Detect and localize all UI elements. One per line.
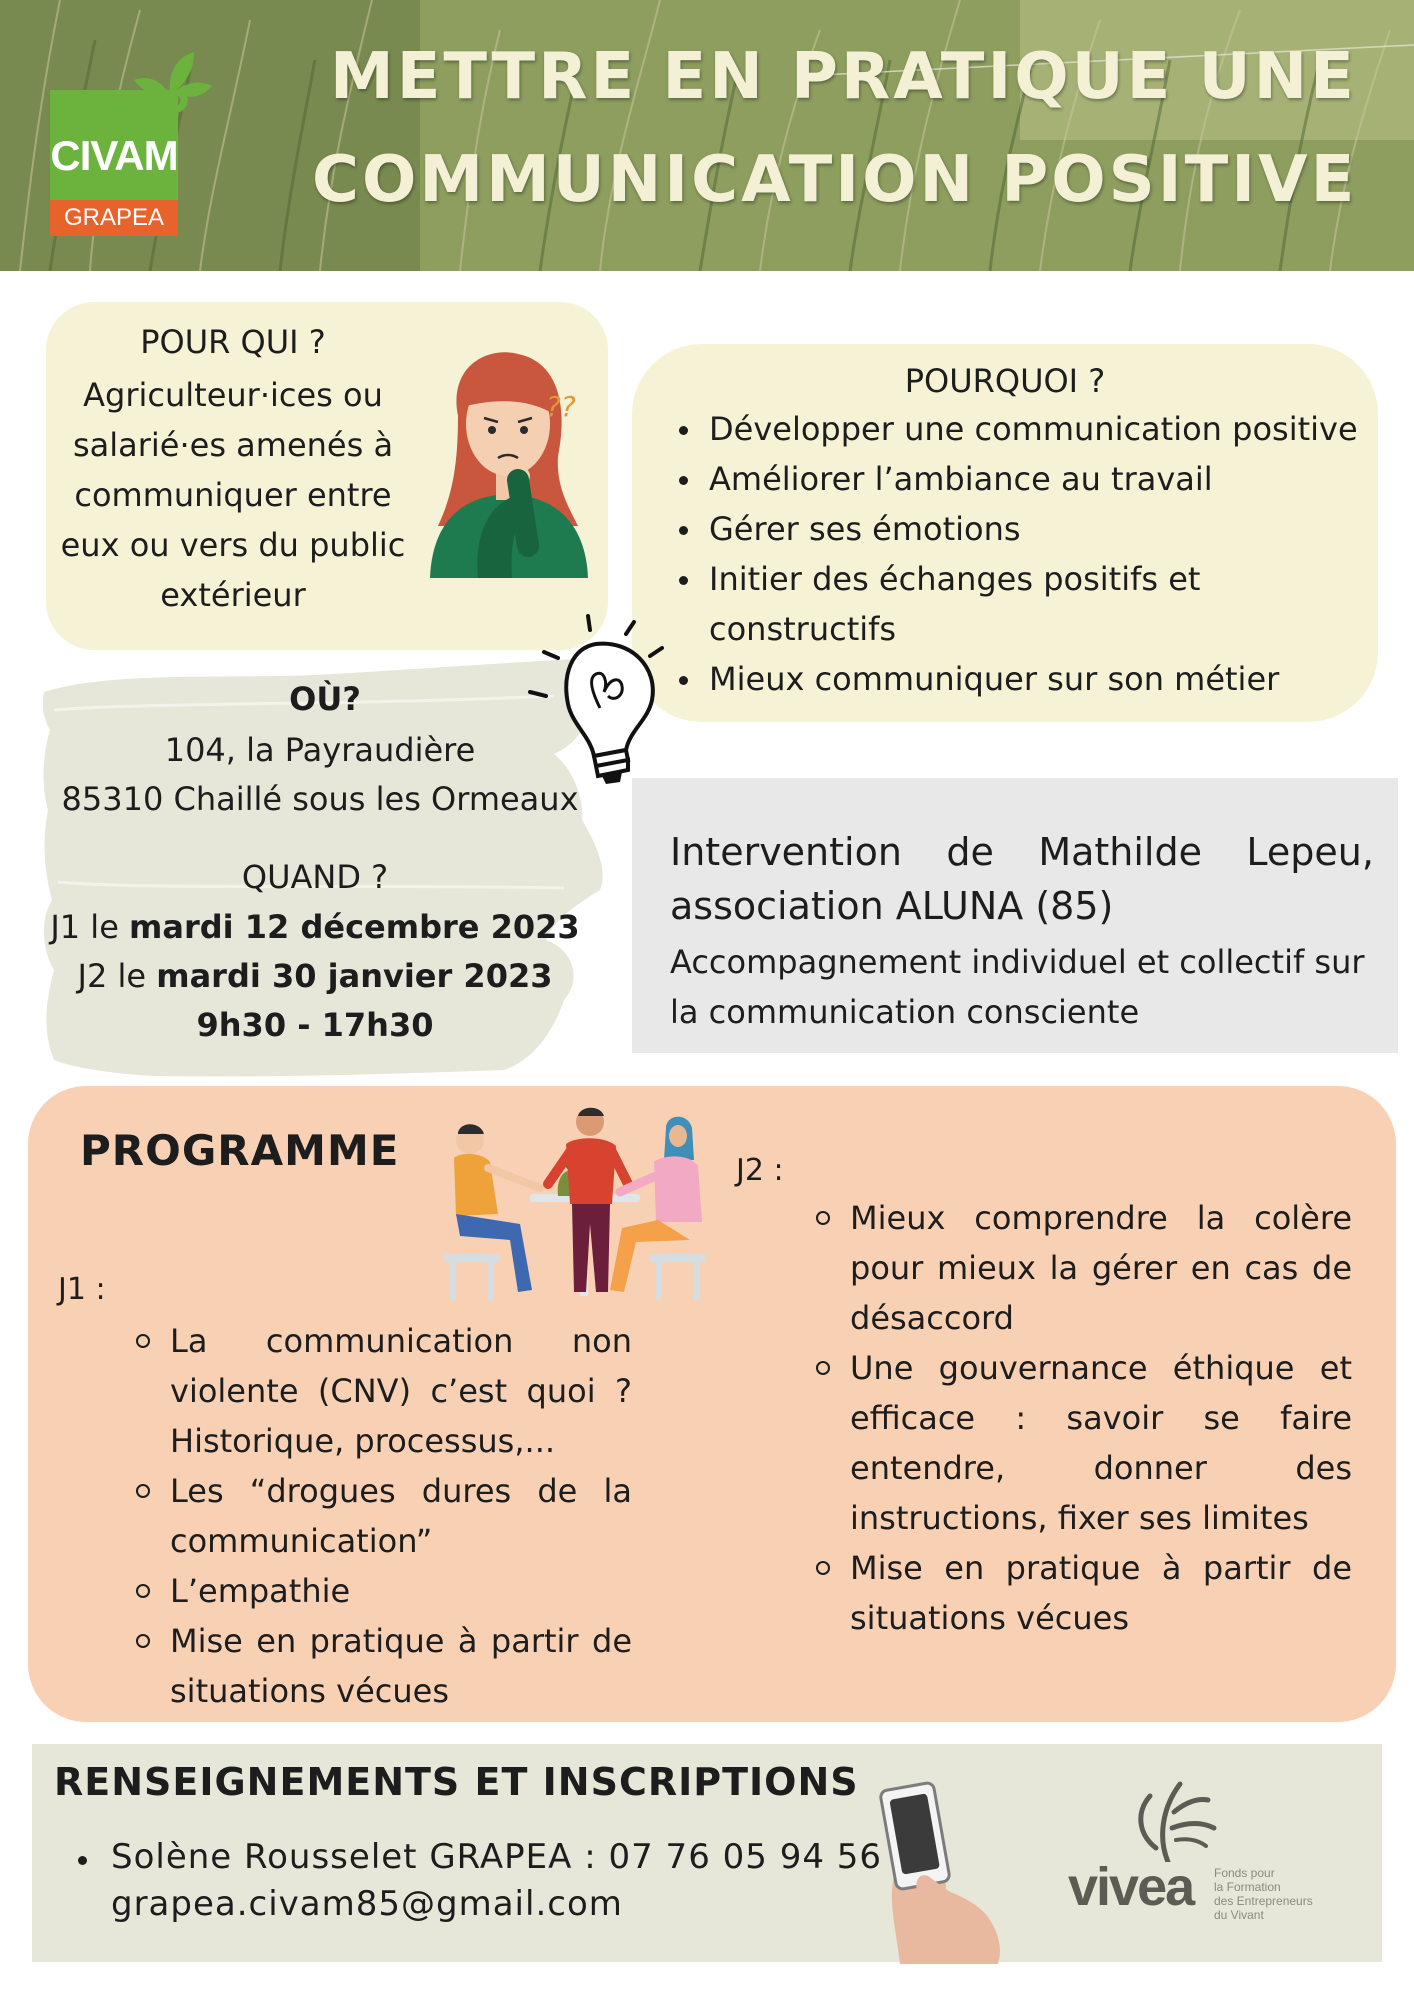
civam-logo-text: CIVAM xyxy=(50,132,178,179)
quand-day1-prefix: J1 le xyxy=(50,908,130,946)
vivea-logo-text: vivea xyxy=(1068,1857,1194,1917)
quand-title: QUAND ? xyxy=(241,858,389,896)
ou-address-line2: 85310 Chaillé sous les Ormeaux xyxy=(61,780,579,818)
programme-j1-label: J1 : xyxy=(58,1272,106,1307)
programme-j1-item: La communication non violente (CNV) c’est quoi ? Historique, processus,... xyxy=(136,1316,632,1466)
pourquoi-item: Mieux communiquer sur son métier xyxy=(676,654,1376,704)
thinking-woman-illustration xyxy=(418,346,598,578)
ou-address-line1: 104, la Payraudière xyxy=(164,731,476,769)
quand-day2 xyxy=(40,957,590,995)
contact-list xyxy=(78,1834,882,1928)
grapea-logo-text: GRAPEA xyxy=(63,204,165,231)
header-banner xyxy=(0,0,1414,271)
contact-item xyxy=(78,1834,882,1928)
programme-j1-item: Les “drogues dures de la communication” xyxy=(136,1466,632,1566)
phone-in-hand-icon xyxy=(870,1780,1020,1964)
quand-day1-date: mardi 12 décembre 2023 xyxy=(129,908,580,946)
vivea-leaf-icon xyxy=(1128,1778,1218,1862)
intervention-word: Mathilde xyxy=(1038,830,1202,874)
programme-j2-list xyxy=(816,1193,1352,1643)
quand-day1 xyxy=(40,908,590,946)
vivea-tagline-line: des Entrepreneurs xyxy=(1214,1894,1313,1908)
ou-title: OÙ? xyxy=(289,680,361,718)
sprout-icon xyxy=(128,48,214,140)
vivea-tagline-line: Fonds pour xyxy=(1214,1866,1275,1880)
contact-title: RENSEIGNEMENTS ET INSCRIPTIONS xyxy=(54,1760,859,1804)
programme-j2-label: J2 : xyxy=(736,1153,784,1188)
intervention-description: Accompagnement individuel et collectif sur la communication consciente xyxy=(670,943,1365,1031)
quand-day2-date: mardi 30 janvier 2023 xyxy=(156,957,553,995)
svg-text:??: ?? xyxy=(546,390,576,423)
programme-j2-item: Une gouvernance éthique et efficace : savoir se faire entendre, donner des instructions, fixer ses limites xyxy=(816,1343,1352,1543)
intervention-word: de xyxy=(946,830,994,874)
programme-j1-item: Mise en pratique à partir de situations vécues xyxy=(136,1616,632,1716)
programme-j2-item: Mieux comprendre la colère pour mieux la gérer en cas de désaccord xyxy=(816,1193,1352,1343)
page-title-line1: METTRE EN PRATIQUE UNE xyxy=(330,40,1357,114)
people-discussion-illustration xyxy=(440,1104,710,1300)
quand-hours: 9h30 - 17h30 xyxy=(196,1006,434,1044)
vivea-tagline-line: du Vivant xyxy=(1214,1908,1264,1922)
pour-qui-line: eux ou vers du public xyxy=(60,526,406,564)
pour-qui-text xyxy=(56,370,410,620)
pourquoi-item: Gérer ses émotions xyxy=(676,504,1376,554)
vivea-tagline xyxy=(1214,1866,1354,1922)
programme-j2-item: Mise en pratique à partir de situations vécues xyxy=(816,1543,1352,1643)
pourquoi-item: Initier des échanges positifs et constructifs xyxy=(676,554,1236,654)
intervention-word: Intervention xyxy=(670,830,902,874)
programme-j1-list xyxy=(136,1316,632,1716)
lightbulb-icon xyxy=(522,612,684,788)
programme-j1-item: L’empathie xyxy=(136,1566,632,1616)
contact-phone-line: Solène Rousselet GRAPEA : 07 76 05 94 56 xyxy=(111,1837,883,1877)
pour-qui-line: Agriculteur·ices ou xyxy=(83,376,383,414)
intervention-word: Lepeu, xyxy=(1246,830,1374,874)
pourquoi-list xyxy=(676,404,1376,704)
pour-qui-line: extérieur xyxy=(160,576,306,614)
intervention-line2: association ALUNA (85) xyxy=(670,884,1114,928)
vivea-logo xyxy=(1068,1778,1358,1928)
vivea-tagline-line: la Formation xyxy=(1214,1880,1281,1894)
civam-grapea-logo xyxy=(50,52,178,236)
pourquoi-item: Développer une communication positive xyxy=(676,404,1376,454)
programme-title: PROGRAMME xyxy=(80,1126,400,1175)
intervention-line1 xyxy=(670,830,1374,874)
pour-qui-line: salarié·es amenés à xyxy=(72,426,394,464)
pourquoi-item: Améliorer l’ambiance au travail xyxy=(676,454,1376,504)
pourquoi-title: POURQUOI ? xyxy=(904,362,1106,400)
quand-day2-prefix: J2 le xyxy=(77,957,157,995)
page-title-line2: COMMUNICATION POSITIVE xyxy=(312,143,1358,217)
pour-qui-title: POUR QUI ? xyxy=(140,323,326,361)
contact-email-link[interactable]: grapea.civam85@gmail.com xyxy=(111,1884,623,1924)
pour-qui-line: communiquer entre xyxy=(74,476,392,514)
